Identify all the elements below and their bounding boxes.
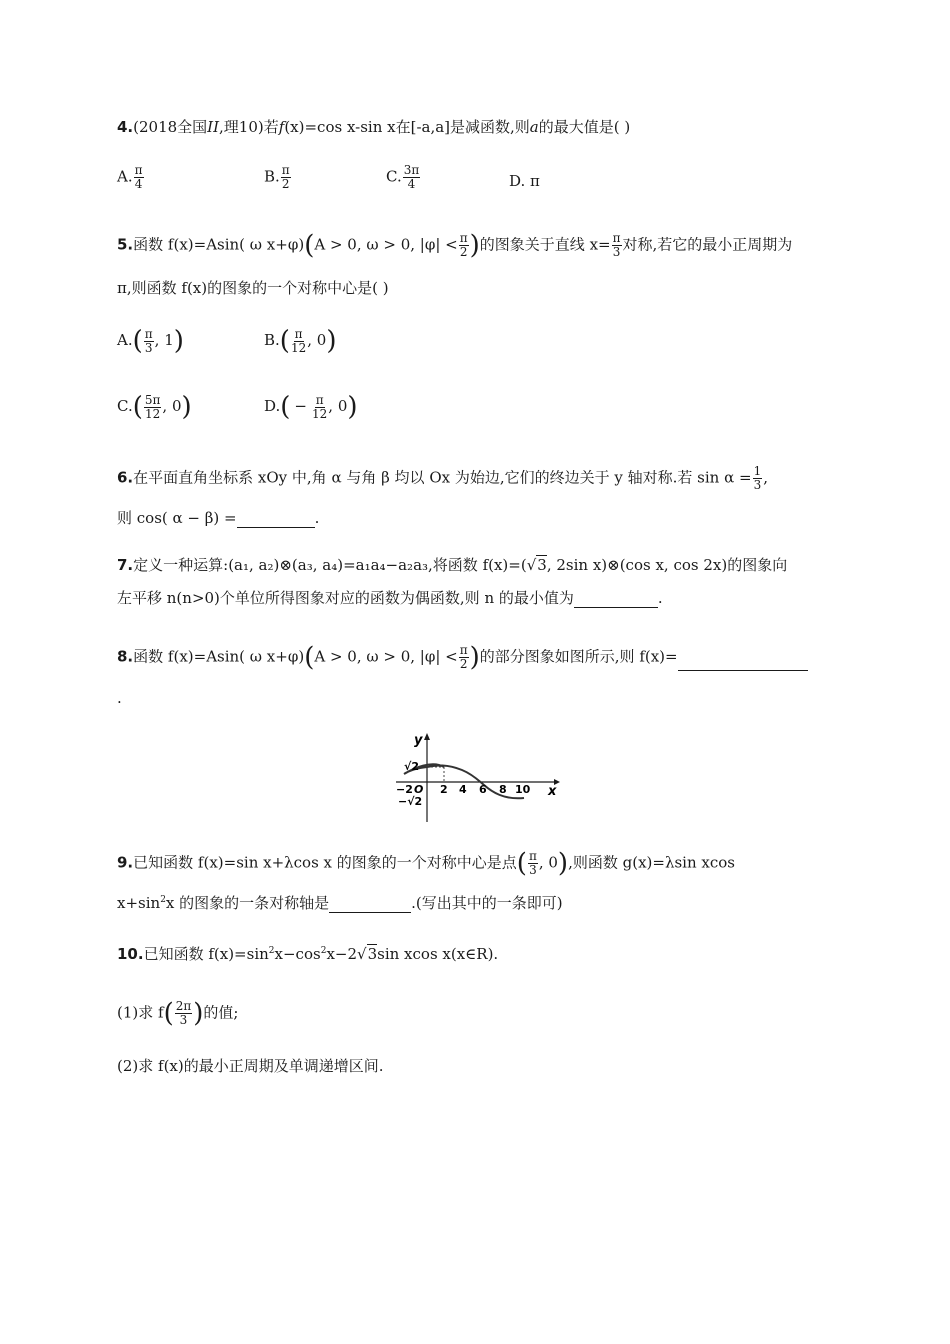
question-number: 10. — [117, 945, 144, 963]
left-paren: ( — [163, 998, 174, 1029]
denominator: 12 — [312, 406, 328, 421]
question-number: 5. — [117, 235, 134, 254]
fraction — [144, 328, 154, 355]
q5-text: π,则函数 f(x)的图象的一个对称中心是( ) — [117, 279, 389, 297]
q4-option-b — [264, 164, 292, 191]
question-8-line2 — [117, 688, 122, 708]
answer-blank[interactable] — [678, 654, 808, 671]
q4-text: 的最大值是( ) — [538, 118, 631, 136]
numerator: π — [144, 326, 153, 341]
denominator: 2 — [281, 177, 290, 191]
denominator: 12 — [290, 340, 307, 355]
fraction — [459, 232, 469, 259]
left-paren: ( — [304, 230, 315, 261]
fraction — [612, 232, 622, 259]
q5-text: 的图象关于直线 — [479, 235, 585, 254]
denominator: 4 — [407, 177, 416, 191]
sqrt-radicand: 3 — [537, 556, 547, 574]
exponent: 2 — [268, 946, 275, 956]
q6-text: 在平面直角坐标系 xOy 中,角 α 与角 β 均以 Ox 为始边,它们的终边关于 y 轴对称.若 sin α = — [133, 468, 752, 487]
fraction — [528, 850, 538, 877]
q4-option-a — [117, 164, 145, 191]
tick-label: 4 — [459, 783, 467, 796]
fraction — [175, 1000, 193, 1027]
fraction — [753, 465, 763, 492]
q7-text: 定义一种运算:(a₁, a₂)⊗(a₃, a₄)=a₁a₄−a₂a₃,将函数 f(x)=( — [133, 556, 527, 574]
option-value: , 0 — [328, 397, 348, 415]
right-paren: ) — [326, 326, 337, 356]
q8-text: 函数 f(x)=Asin( ω x+φ) — [133, 647, 305, 666]
q10-text: (2)求 f(x)的最小正周期及单调递增区间. — [117, 1057, 384, 1075]
sine-graph — [392, 730, 562, 825]
left-paren: ( — [516, 848, 527, 879]
denominator: 3 — [753, 478, 762, 492]
exponent: 2 — [320, 946, 327, 956]
q4-text: a — [529, 118, 539, 136]
numerator: π — [459, 231, 468, 245]
option-label: D. π — [509, 172, 540, 190]
option-value: , 1 — [154, 331, 174, 349]
numerator: π — [612, 231, 621, 245]
question-9-line2 — [117, 890, 563, 913]
question-6-stem — [117, 465, 768, 492]
fraction — [291, 328, 306, 355]
question-5-stem — [117, 232, 792, 259]
question-10-stem — [117, 941, 498, 964]
question-number: 6. — [117, 468, 134, 487]
numerator: 5π — [144, 392, 161, 407]
question-number: 4. — [117, 118, 134, 136]
exponent: 2 — [160, 895, 166, 905]
q5-text: 函数 f(x)=Asin( ω x+φ) — [133, 235, 305, 254]
neg-sqrt2-label: −√2 — [398, 795, 423, 808]
right-paren: ) — [181, 392, 192, 422]
tick-label: 6 — [479, 783, 487, 796]
q6-text: 则 cos( α − β) = — [117, 509, 237, 527]
question-6-line2 — [117, 508, 319, 528]
denominator: 4 — [134, 177, 143, 191]
denominator: 3 — [529, 863, 537, 877]
right-paren: ) — [347, 392, 358, 422]
fraction — [312, 394, 327, 421]
sqrt-sign: √ — [357, 945, 367, 963]
option-label: B. — [264, 167, 280, 186]
y-axis-arrow — [424, 733, 430, 740]
numerator: π — [134, 163, 143, 177]
q9-text: x+sin — [117, 894, 161, 912]
q5-condition: A > 0, ω > 0, |φ| < — [314, 235, 458, 254]
q8-text: 的部分图象如图所示,则 f(x)= — [479, 647, 678, 666]
numerator: 3π — [403, 163, 420, 177]
sqrt-sign: √ — [526, 556, 537, 574]
q4-option-d — [509, 172, 540, 190]
denominator: 3 — [179, 1013, 188, 1027]
left-paren: ( — [280, 392, 291, 422]
q9-text: .(写出其中的一条即可) — [411, 894, 563, 912]
denominator: 2 — [459, 657, 468, 671]
q9-text: ,则函数 g(x)=λsin xcos — [568, 853, 735, 872]
origin-label: O — [414, 783, 424, 796]
question-9-stem — [117, 850, 735, 877]
sqrt-radicand: 3 — [367, 945, 378, 963]
question-4-stem — [117, 117, 630, 137]
y-axis-label: y — [414, 733, 423, 748]
q4-text: f — [278, 118, 285, 136]
left-paren: ( — [304, 642, 315, 673]
q10-text: 的值; — [203, 1003, 239, 1022]
q4-text: II — [207, 118, 220, 136]
tick-label: 10 — [515, 783, 531, 796]
numerator: 2π — [175, 999, 192, 1013]
q10-text: x−cos — [274, 945, 321, 963]
q7-text: . — [657, 589, 663, 607]
q7-text: 左平移 n(n>0)个单位所得图象对应的函数为偶函数,则 n 的最小值为 — [117, 589, 574, 607]
q8-condition: A > 0, ω > 0, |φ| < — [314, 647, 458, 666]
answer-blank[interactable] — [237, 511, 315, 528]
option-label: B. — [264, 331, 280, 349]
left-paren: ( — [132, 326, 143, 356]
q5-option-b — [264, 326, 336, 356]
x-axis-label: x — [548, 784, 557, 799]
q4-option-c — [386, 164, 421, 191]
answer-blank[interactable] — [329, 896, 411, 913]
minus-sign: − — [294, 397, 307, 415]
question-number: 8. — [117, 647, 134, 666]
right-paren: ) — [469, 230, 480, 261]
q5-option-d — [264, 392, 358, 422]
question-7-stem — [117, 555, 787, 575]
q10-text: x−2 — [326, 945, 358, 963]
fraction — [134, 164, 144, 191]
q7-text: , 2sin x)⊗(cos x, cos 2x)的图象向 — [546, 556, 788, 574]
denominator: 2 — [459, 245, 468, 259]
numerator: π — [315, 392, 324, 407]
tick-label: 8 — [499, 783, 507, 796]
question-7-line2 — [117, 588, 663, 608]
q5-option-c — [117, 392, 192, 422]
q10-text: 已知函数 f(x)=sin — [143, 945, 269, 963]
q10-text: sin xcos x(x∈R). — [377, 945, 499, 963]
option-value: , 0 — [162, 397, 182, 415]
right-paren: ) — [469, 642, 480, 673]
fraction — [403, 164, 421, 191]
q8-text: . — [117, 689, 122, 707]
right-paren: ) — [193, 998, 204, 1029]
q4-text: (2018全国 — [133, 118, 208, 136]
tick-label: −2 — [396, 783, 413, 796]
option-label: A. — [117, 331, 133, 349]
numerator: π — [459, 643, 468, 657]
q6-text: . — [314, 509, 320, 527]
numerator: π — [528, 849, 537, 863]
numerator: 1 — [753, 464, 762, 478]
sqrt2-label: √2 — [404, 760, 419, 773]
left-paren: ( — [132, 392, 143, 422]
q5-text: x= — [589, 235, 611, 254]
option-label: D. — [264, 397, 281, 415]
q5-option-a — [117, 326, 184, 356]
fraction — [144, 394, 162, 421]
q9-text: 已知函数 f(x)=sin x+λcos x 的图象的一个对称中心是点 — [133, 853, 517, 872]
fraction — [459, 644, 469, 671]
numerator: π — [281, 163, 290, 177]
q6-text: , — [763, 468, 768, 487]
option-label: C. — [386, 167, 402, 186]
question-number: 7. — [117, 556, 134, 574]
question-10-part2 — [117, 1056, 384, 1076]
q9-text: x 的图象的一条对称轴是 — [165, 894, 330, 912]
fraction — [281, 164, 291, 191]
option-label: C. — [117, 397, 133, 415]
numerator: π — [294, 326, 303, 341]
point-value: , 0 — [538, 853, 558, 872]
answer-blank[interactable] — [574, 591, 658, 608]
q4-text: ,理10)若 — [219, 118, 279, 136]
option-label: A. — [117, 167, 133, 186]
left-paren: ( — [279, 326, 290, 356]
denominator: 12 — [145, 406, 161, 421]
question-5-line2 — [117, 278, 389, 298]
q4-text: (x)=cos x-sin x在[-a,a]是减函数,则 — [284, 118, 530, 136]
q10-text: (1)求 f — [117, 1003, 164, 1022]
denominator: 3 — [612, 245, 621, 259]
question-number: 9. — [117, 853, 134, 872]
tick-label: 2 — [440, 783, 448, 796]
question-8-stem — [117, 644, 808, 671]
denominator: 3 — [144, 340, 153, 355]
right-paren: ) — [173, 326, 184, 356]
q5-text: 对称,若它的最小正周期为 — [622, 235, 793, 254]
option-value: , 0 — [307, 331, 327, 349]
question-10-part1 — [117, 1000, 238, 1027]
right-paren: ) — [557, 848, 569, 879]
